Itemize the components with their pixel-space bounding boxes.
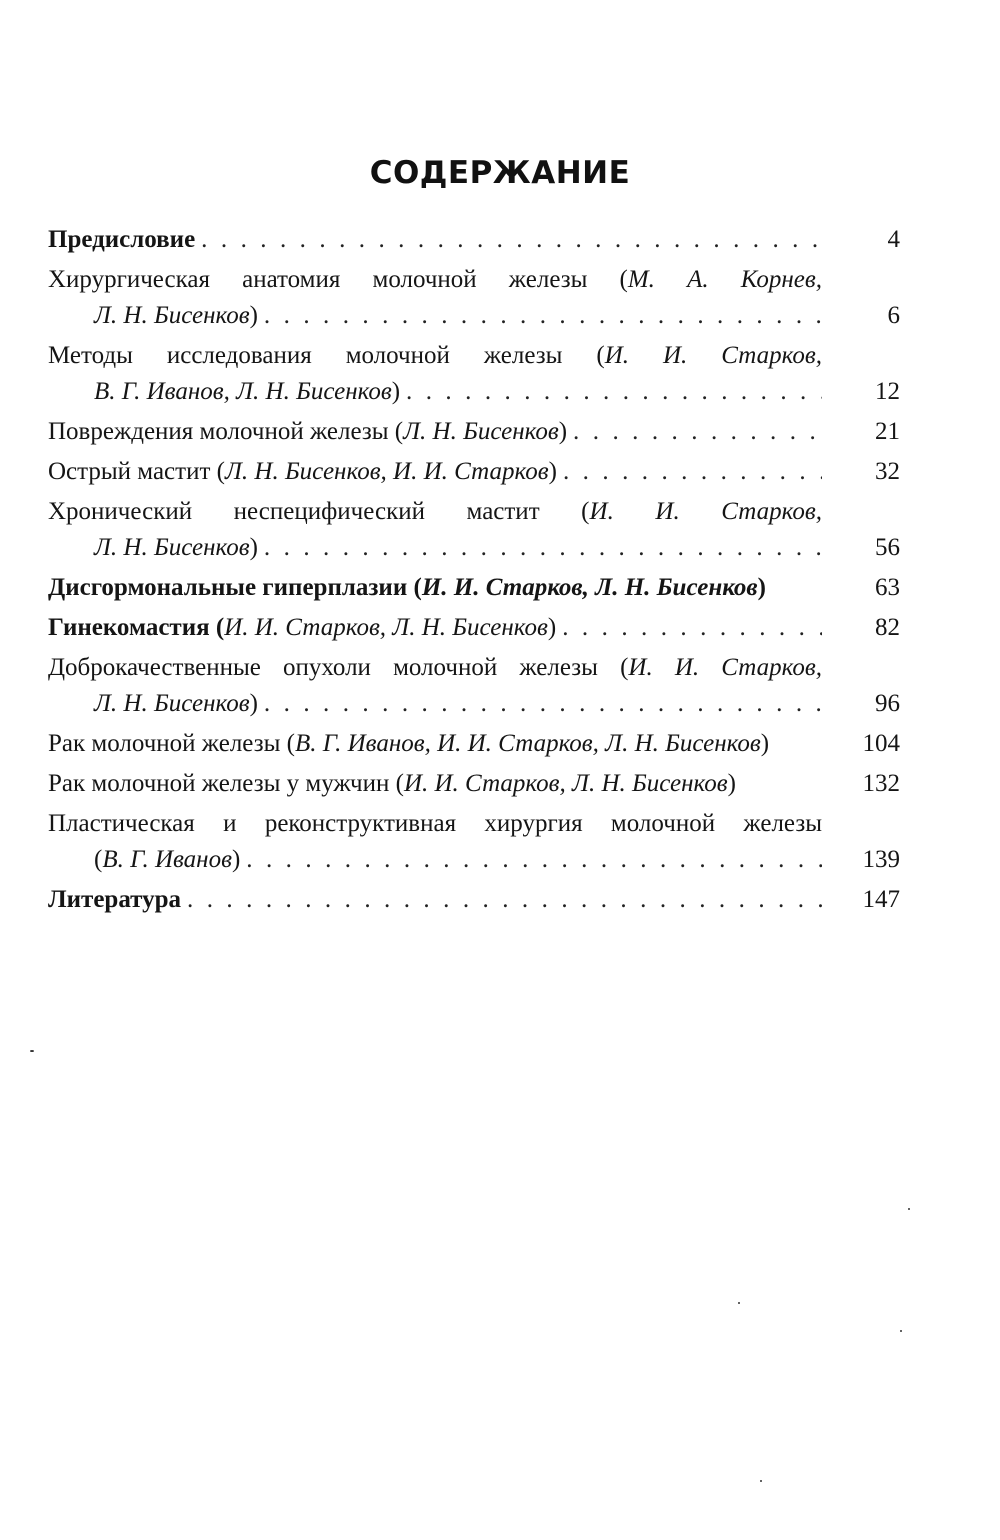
leader-dots: [187, 882, 822, 918]
page-number: 12: [875, 378, 900, 405]
entry-authors-cont: Л. Н. Бисенков: [94, 534, 250, 561]
entry-authors-cont: Л. Н. Бисенков: [94, 690, 250, 717]
entry-authors: Л. Н. Бисенков, И. И. Старков: [224, 458, 549, 485]
page-number: 56: [875, 534, 900, 561]
page-number: 21: [875, 418, 900, 445]
toc-entry-preface[interactable]: [48, 222, 900, 258]
toc-entry-breast-cancer[interactable]: [48, 726, 900, 762]
leader-dots: [201, 222, 822, 258]
entry-title: Хронический неспецифический мастит (: [48, 498, 590, 525]
toc-entry-surgical-anatomy[interactable]: [48, 262, 900, 334]
entry-title: Рак молочной железы (: [48, 730, 295, 757]
close-paren: ): [249, 690, 258, 717]
entry-title: Гинекомастия (: [48, 614, 225, 641]
entry-authors: В. Г. Иванов, И. И. Старков, Л. Н. Бисенков: [294, 730, 761, 757]
entry-title: Острый мастит (: [48, 458, 225, 485]
page-number: 139: [862, 846, 900, 873]
entry-authors: Л. Н. Бисенков: [403, 418, 559, 445]
page-number: 4: [887, 226, 900, 253]
entry-title: Предисловие: [48, 226, 196, 253]
close-paren: ): [548, 458, 557, 485]
close-paren: ): [249, 534, 258, 561]
toc-entry-research-methods[interactable]: [48, 338, 900, 410]
page-number: 147: [862, 886, 900, 913]
leader-dots: [264, 298, 822, 334]
toc-entry-dyshormonal-hyperplasia[interactable]: [48, 570, 900, 606]
entry-authors: И. И. Старков,: [628, 654, 823, 681]
leader-dots: [573, 414, 822, 450]
toc-entry-references[interactable]: [48, 882, 900, 918]
entry-authors: И. И. Старков, Л. Н. Бисенков: [421, 574, 758, 601]
entry-authors: И. И. Старков,: [604, 342, 822, 369]
page-number: 96: [875, 690, 900, 717]
close-paren: ): [249, 302, 258, 329]
leader-dots: [264, 530, 822, 566]
entry-title: Пластическая и реконструктивная хирургия молочной железы: [48, 810, 822, 837]
leader-dots: [406, 374, 822, 410]
leader-dots: [562, 610, 822, 646]
page-number: 32: [875, 458, 900, 485]
entry-title: Хирургическая анатомия молочной железы (: [48, 266, 628, 293]
entry-authors: В. Г. Иванов: [102, 846, 232, 873]
close-paren: ): [727, 770, 736, 797]
entry-authors-cont: В. Г. Иванов, Л. Н. Бисенков: [94, 378, 392, 405]
toc-entry-acute-mastitis[interactable]: [48, 454, 900, 490]
page-number: 82: [875, 614, 900, 641]
table-of-contents: [48, 222, 900, 922]
open-paren: (: [94, 846, 103, 873]
leader-dots: [264, 686, 822, 722]
leader-dots: [246, 842, 822, 878]
close-paren: ): [231, 846, 241, 873]
entry-authors: М. А. Корнев,: [627, 266, 822, 293]
close-paren: ): [558, 418, 568, 445]
entry-title: Рак молочной железы у мужчин (: [48, 770, 404, 797]
entry-title: Повреждения молочной железы (: [48, 418, 404, 445]
toc-entry-plastic-surgery[interactable]: [48, 806, 900, 878]
entry-title: Литература: [48, 886, 182, 913]
toc-entry-gynecomastia[interactable]: [48, 610, 900, 646]
toc-entry-benign-tumors[interactable]: [48, 650, 900, 722]
page-number: 6: [887, 302, 900, 329]
toc-entry-male-breast-cancer[interactable]: [48, 766, 900, 802]
page-number: 63: [875, 574, 900, 601]
close-paren: ): [760, 730, 770, 757]
entry-title: Методы исследования молочной железы (: [48, 342, 605, 369]
close-paren: ): [547, 614, 557, 641]
entry-title: Дисгормональные гиперплазии (: [48, 574, 422, 601]
page-number: 132: [862, 770, 900, 797]
toc-heading: СОДЕРЖАНИЕ: [369, 155, 631, 191]
close-paren: ): [391, 378, 401, 405]
toc-entry-injuries[interactable]: [48, 414, 900, 450]
entry-title: Доброкачественные опухоли молочной железы (: [48, 654, 629, 681]
entry-authors: И. И. Старков,: [589, 498, 823, 525]
leader-dots: [563, 454, 822, 490]
close-paren: ): [757, 574, 766, 601]
entry-authors: И. И. Старков, Л. Н. Бисенков: [224, 614, 548, 641]
entry-authors: И. И. Старков, Л. Н. Бисенков: [403, 770, 728, 797]
toc-entry-chronic-mastitis[interactable]: [48, 494, 900, 566]
entry-authors-cont: Л. Н. Бисенков: [94, 302, 250, 329]
page-number: 104: [862, 730, 900, 757]
